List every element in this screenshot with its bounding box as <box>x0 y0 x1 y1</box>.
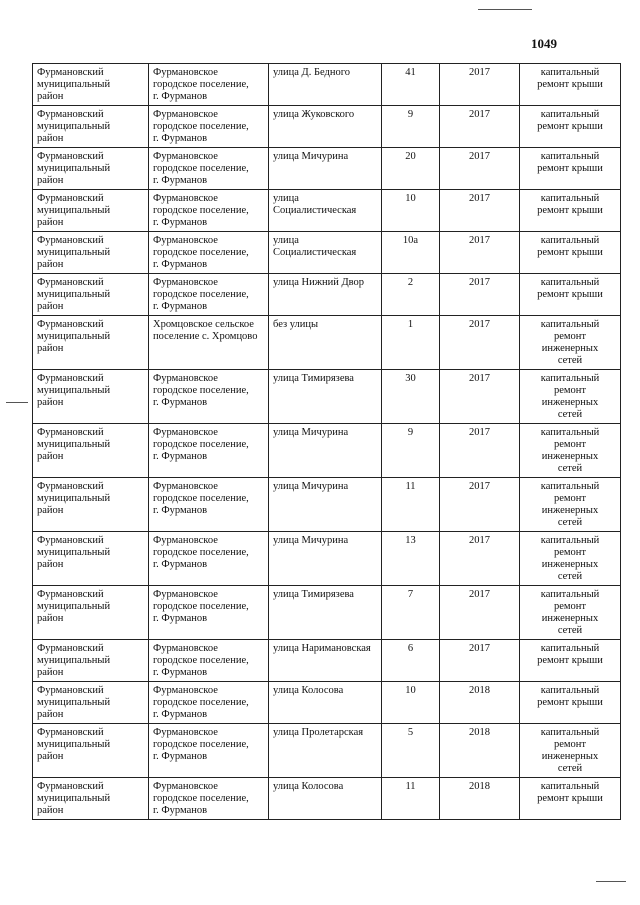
house-number-cell <box>382 370 440 424</box>
house-number-cell <box>382 586 440 640</box>
table-row <box>33 478 621 532</box>
settlement-cell-text: Фурмановское городское поселение, г. Фурманов <box>153 535 249 570</box>
settlement-cell-text: Фурмановское городское поселение, г. Фурманов <box>153 277 249 312</box>
district-cell <box>33 682 149 724</box>
settlement-cell <box>149 778 269 820</box>
street-cell <box>269 232 382 274</box>
work-type-cell-text: капитальный ремонт инженерных сетей <box>540 373 600 420</box>
district-cell-text: Фурмановский муниципальный район <box>37 235 111 270</box>
margin-mark-left <box>6 402 28 403</box>
district-cell <box>33 424 149 478</box>
table-row <box>33 532 621 586</box>
year-cell <box>440 778 520 820</box>
street-cell <box>269 316 382 370</box>
settlement-cell-text: Фурмановское городское поселение, г. Фурманов <box>153 373 249 408</box>
street-cell <box>269 148 382 190</box>
table-row <box>33 106 621 148</box>
year-cell-text: 2018 <box>469 727 490 738</box>
district-cell <box>33 190 149 232</box>
work-type-cell-text: капитальный ремонт инженерных сетей <box>540 727 600 774</box>
street-cell <box>269 424 382 478</box>
top-rule <box>478 9 532 10</box>
house-number-cell-text: 2 <box>407 277 414 288</box>
work-type-cell <box>520 682 621 724</box>
work-type-cell-text: капитальный ремонт крыши <box>537 67 603 90</box>
work-type-cell-text: капитальный ремонт инженерных сетей <box>540 589 600 636</box>
work-type-cell <box>520 232 621 274</box>
registry-table-body <box>33 64 621 820</box>
street-cell <box>269 778 382 820</box>
street-cell-text: улица Д. Бедного <box>273 67 351 78</box>
work-type-cell <box>520 478 621 532</box>
house-number-cell <box>382 64 440 106</box>
street-cell <box>269 190 382 232</box>
house-number-cell <box>382 424 440 478</box>
settlement-cell <box>149 532 269 586</box>
house-number-cell <box>382 274 440 316</box>
street-cell <box>269 106 382 148</box>
table-row <box>33 64 621 106</box>
house-number-cell-text: 13 <box>405 535 416 546</box>
settlement-cell <box>149 274 269 316</box>
work-type-cell <box>520 724 621 778</box>
settlement-cell <box>149 640 269 682</box>
settlement-cell <box>149 148 269 190</box>
street-cell <box>269 64 382 106</box>
house-number-cell <box>382 106 440 148</box>
table-row <box>33 424 621 478</box>
district-cell <box>33 724 149 778</box>
work-type-cell <box>520 532 621 586</box>
year-cell <box>440 232 520 274</box>
house-number-cell-text: 30 <box>405 373 416 384</box>
work-type-cell <box>520 370 621 424</box>
house-number-cell-text: 5 <box>407 727 414 738</box>
settlement-cell <box>149 190 269 232</box>
district-cell-text: Фурмановский муниципальный район <box>37 535 111 570</box>
street-cell <box>269 274 382 316</box>
house-number-cell <box>382 778 440 820</box>
district-cell <box>33 532 149 586</box>
year-cell-text: 2017 <box>469 643 490 654</box>
year-cell <box>440 724 520 778</box>
district-cell <box>33 64 149 106</box>
district-cell <box>33 274 149 316</box>
year-cell-text: 2017 <box>469 373 490 384</box>
work-type-cell-text: капитальный ремонт крыши <box>537 643 603 666</box>
work-type-cell-text: капитальный ремонт инженерных сетей <box>540 319 600 366</box>
district-cell-text: Фурмановский муниципальный район <box>37 193 111 228</box>
year-cell-text: 2017 <box>469 535 490 546</box>
work-type-cell <box>520 424 621 478</box>
street-cell-text: улица Жуковского <box>273 109 355 120</box>
street-cell <box>269 478 382 532</box>
table-row <box>33 640 621 682</box>
year-cell <box>440 478 520 532</box>
year-cell <box>440 424 520 478</box>
house-number-cell-text: 10а <box>402 235 419 246</box>
settlement-cell-text: Фурмановское городское поселение, г. Фурманов <box>153 427 249 462</box>
work-type-cell-text: капитальный ремонт крыши <box>537 193 603 216</box>
work-type-cell-text: капитальный ремонт инженерных сетей <box>540 427 600 474</box>
work-type-cell <box>520 274 621 316</box>
street-cell <box>269 586 382 640</box>
work-type-cell-text: капитальный ремонт инженерных сетей <box>540 535 600 582</box>
year-cell <box>440 106 520 148</box>
street-cell-text: без улицы <box>273 319 319 330</box>
district-cell-text: Фурмановский муниципальный район <box>37 643 111 678</box>
district-cell-text: Фурмановский муниципальный район <box>37 319 111 354</box>
street-cell-text: улица Колосова <box>273 781 344 792</box>
street-cell <box>269 370 382 424</box>
district-cell <box>33 232 149 274</box>
work-type-cell <box>520 148 621 190</box>
table-row <box>33 232 621 274</box>
house-number-cell-text: 41 <box>405 67 416 78</box>
district-cell-text: Фурмановский муниципальный район <box>37 481 111 516</box>
settlement-cell-text: Фурмановское городское поселение, г. Фурманов <box>153 481 249 516</box>
house-number-cell <box>382 682 440 724</box>
settlement-cell <box>149 64 269 106</box>
year-cell <box>440 640 520 682</box>
settlement-cell <box>149 724 269 778</box>
margin-mark-right <box>596 881 626 882</box>
work-type-cell <box>520 316 621 370</box>
settlement-cell <box>149 424 269 478</box>
settlement-cell <box>149 478 269 532</box>
street-cell-text: улица Мичурина <box>273 151 349 162</box>
street-cell <box>269 724 382 778</box>
year-cell <box>440 370 520 424</box>
house-number-cell <box>382 190 440 232</box>
district-cell-text: Фурмановский муниципальный район <box>37 427 111 462</box>
street-cell-text: улица Мичурина <box>273 535 349 546</box>
work-type-cell <box>520 586 621 640</box>
year-cell-text: 2018 <box>469 781 490 792</box>
year-cell-text: 2017 <box>469 109 490 120</box>
house-number-cell <box>382 640 440 682</box>
house-number-cell-text: 9 <box>407 109 414 120</box>
year-cell-text: 2017 <box>469 67 490 78</box>
street-cell-text: улица Нижний Двор <box>273 277 365 288</box>
house-number-cell-text: 20 <box>405 151 416 162</box>
street-cell <box>269 640 382 682</box>
work-type-cell <box>520 640 621 682</box>
year-cell <box>440 316 520 370</box>
house-number-cell-text: 11 <box>405 481 416 492</box>
district-cell <box>33 370 149 424</box>
settlement-cell-text: Фурмановское городское поселение, г. Фурманов <box>153 193 249 228</box>
street-cell-text: улица Наримановская <box>273 643 371 654</box>
house-number-cell <box>382 478 440 532</box>
year-cell-text: 2017 <box>469 319 490 330</box>
settlement-cell <box>149 370 269 424</box>
house-number-cell <box>382 316 440 370</box>
work-type-cell-text: капитальный ремонт инженерных сетей <box>540 481 600 528</box>
street-cell <box>269 682 382 724</box>
settlement-cell <box>149 586 269 640</box>
street-cell-text: улица Мичурина <box>273 481 349 492</box>
page-number: 1049 <box>531 36 557 51</box>
district-cell-text: Фурмановский муниципальный район <box>37 781 111 816</box>
settlement-cell <box>149 232 269 274</box>
work-type-cell <box>520 64 621 106</box>
table-row <box>33 370 621 424</box>
work-type-cell-text: капитальный ремонт крыши <box>537 277 603 300</box>
year-cell <box>440 532 520 586</box>
work-type-cell-text: капитальный ремонт крыши <box>537 151 603 174</box>
year-cell-text: 2017 <box>469 589 490 600</box>
district-cell-text: Фурмановский муниципальный район <box>37 277 111 312</box>
house-number-cell-text: 11 <box>405 781 416 792</box>
table-row <box>33 316 621 370</box>
street-cell-text: улица Социалистическая <box>273 235 357 258</box>
settlement-cell-text: Фурмановское городское поселение, г. Фурманов <box>153 727 249 762</box>
house-number-cell <box>382 232 440 274</box>
district-cell-text: Фурмановский муниципальный район <box>37 109 111 144</box>
settlement-cell-text: Фурмановское городское поселение, г. Фурманов <box>153 235 249 270</box>
district-cell <box>33 478 149 532</box>
house-number-cell <box>382 532 440 586</box>
settlement-cell-text: Фурмановское городское поселение, г. Фурманов <box>153 643 249 678</box>
street-cell-text: улица Социалистическая <box>273 193 357 216</box>
table-row <box>33 190 621 232</box>
year-cell <box>440 64 520 106</box>
street-cell-text: улица Колосова <box>273 685 344 696</box>
house-number-cell-text: 6 <box>407 643 414 654</box>
district-cell-text: Фурмановский муниципальный район <box>37 373 111 408</box>
district-cell <box>33 106 149 148</box>
district-cell <box>33 640 149 682</box>
settlement-cell-text: Фурмановское городское поселение, г. Фурманов <box>153 109 249 144</box>
work-type-cell-text: капитальный ремонт крыши <box>537 109 603 132</box>
district-cell-text: Фурмановский муниципальный район <box>37 727 111 762</box>
house-number-cell <box>382 724 440 778</box>
settlement-cell <box>149 316 269 370</box>
settlement-cell-text: Хромцовское сельское поселение с. Хромцово <box>153 319 258 342</box>
district-cell <box>33 778 149 820</box>
year-cell-text: 2017 <box>469 151 490 162</box>
work-type-cell-text: капитальный ремонт крыши <box>537 685 603 708</box>
table-row <box>33 148 621 190</box>
house-number-cell-text: 10 <box>405 193 416 204</box>
year-cell-text: 2017 <box>469 277 490 288</box>
year-cell-text: 2017 <box>469 481 490 492</box>
table-row <box>33 274 621 316</box>
house-number-cell-text: 7 <box>407 589 414 600</box>
table-row <box>33 586 621 640</box>
settlement-cell-text: Фурмановское городское поселение, г. Фурманов <box>153 67 249 102</box>
work-type-cell-text: капитальный ремонт крыши <box>537 235 603 258</box>
table-row <box>33 682 621 724</box>
table-row <box>33 724 621 778</box>
house-number-cell <box>382 148 440 190</box>
district-cell-text: Фурмановский муниципальный район <box>37 151 111 186</box>
year-cell <box>440 682 520 724</box>
street-cell-text: улица Мичурина <box>273 427 349 438</box>
settlement-cell-text: Фурмановское городское поселение, г. Фурманов <box>153 589 249 624</box>
year-cell-text: 2017 <box>469 193 490 204</box>
district-cell-text: Фурмановский муниципальный район <box>37 67 111 102</box>
work-type-cell-text: капитальный ремонт крыши <box>537 781 603 804</box>
district-cell <box>33 316 149 370</box>
work-type-cell <box>520 778 621 820</box>
street-cell <box>269 532 382 586</box>
registry-table <box>32 63 621 820</box>
year-cell-text: 2017 <box>469 235 490 246</box>
work-type-cell <box>520 106 621 148</box>
year-cell-text: 2017 <box>469 427 490 438</box>
table-row <box>33 778 621 820</box>
year-cell <box>440 190 520 232</box>
work-type-cell <box>520 190 621 232</box>
year-cell <box>440 148 520 190</box>
street-cell-text: улица Тимирязева <box>273 589 354 600</box>
street-cell-text: улица Пролетарская <box>273 727 364 738</box>
year-cell-text: 2018 <box>469 685 490 696</box>
street-cell-text: улица Тимирязева <box>273 373 354 384</box>
district-cell-text: Фурмановский муниципальный район <box>37 589 111 624</box>
district-cell <box>33 586 149 640</box>
house-number-cell-text: 10 <box>405 685 416 696</box>
settlement-cell-text: Фурмановское городское поселение, г. Фурманов <box>153 685 249 720</box>
year-cell <box>440 274 520 316</box>
settlement-cell <box>149 106 269 148</box>
year-cell <box>440 586 520 640</box>
house-number-cell-text: 9 <box>407 427 414 438</box>
settlement-cell-text: Фурмановское городское поселение, г. Фурманов <box>153 781 249 816</box>
house-number-cell-text: 1 <box>407 319 414 330</box>
district-cell <box>33 148 149 190</box>
district-cell-text: Фурмановский муниципальный район <box>37 685 111 720</box>
settlement-cell <box>149 682 269 724</box>
settlement-cell-text: Фурмановское городское поселение, г. Фурманов <box>153 151 249 186</box>
